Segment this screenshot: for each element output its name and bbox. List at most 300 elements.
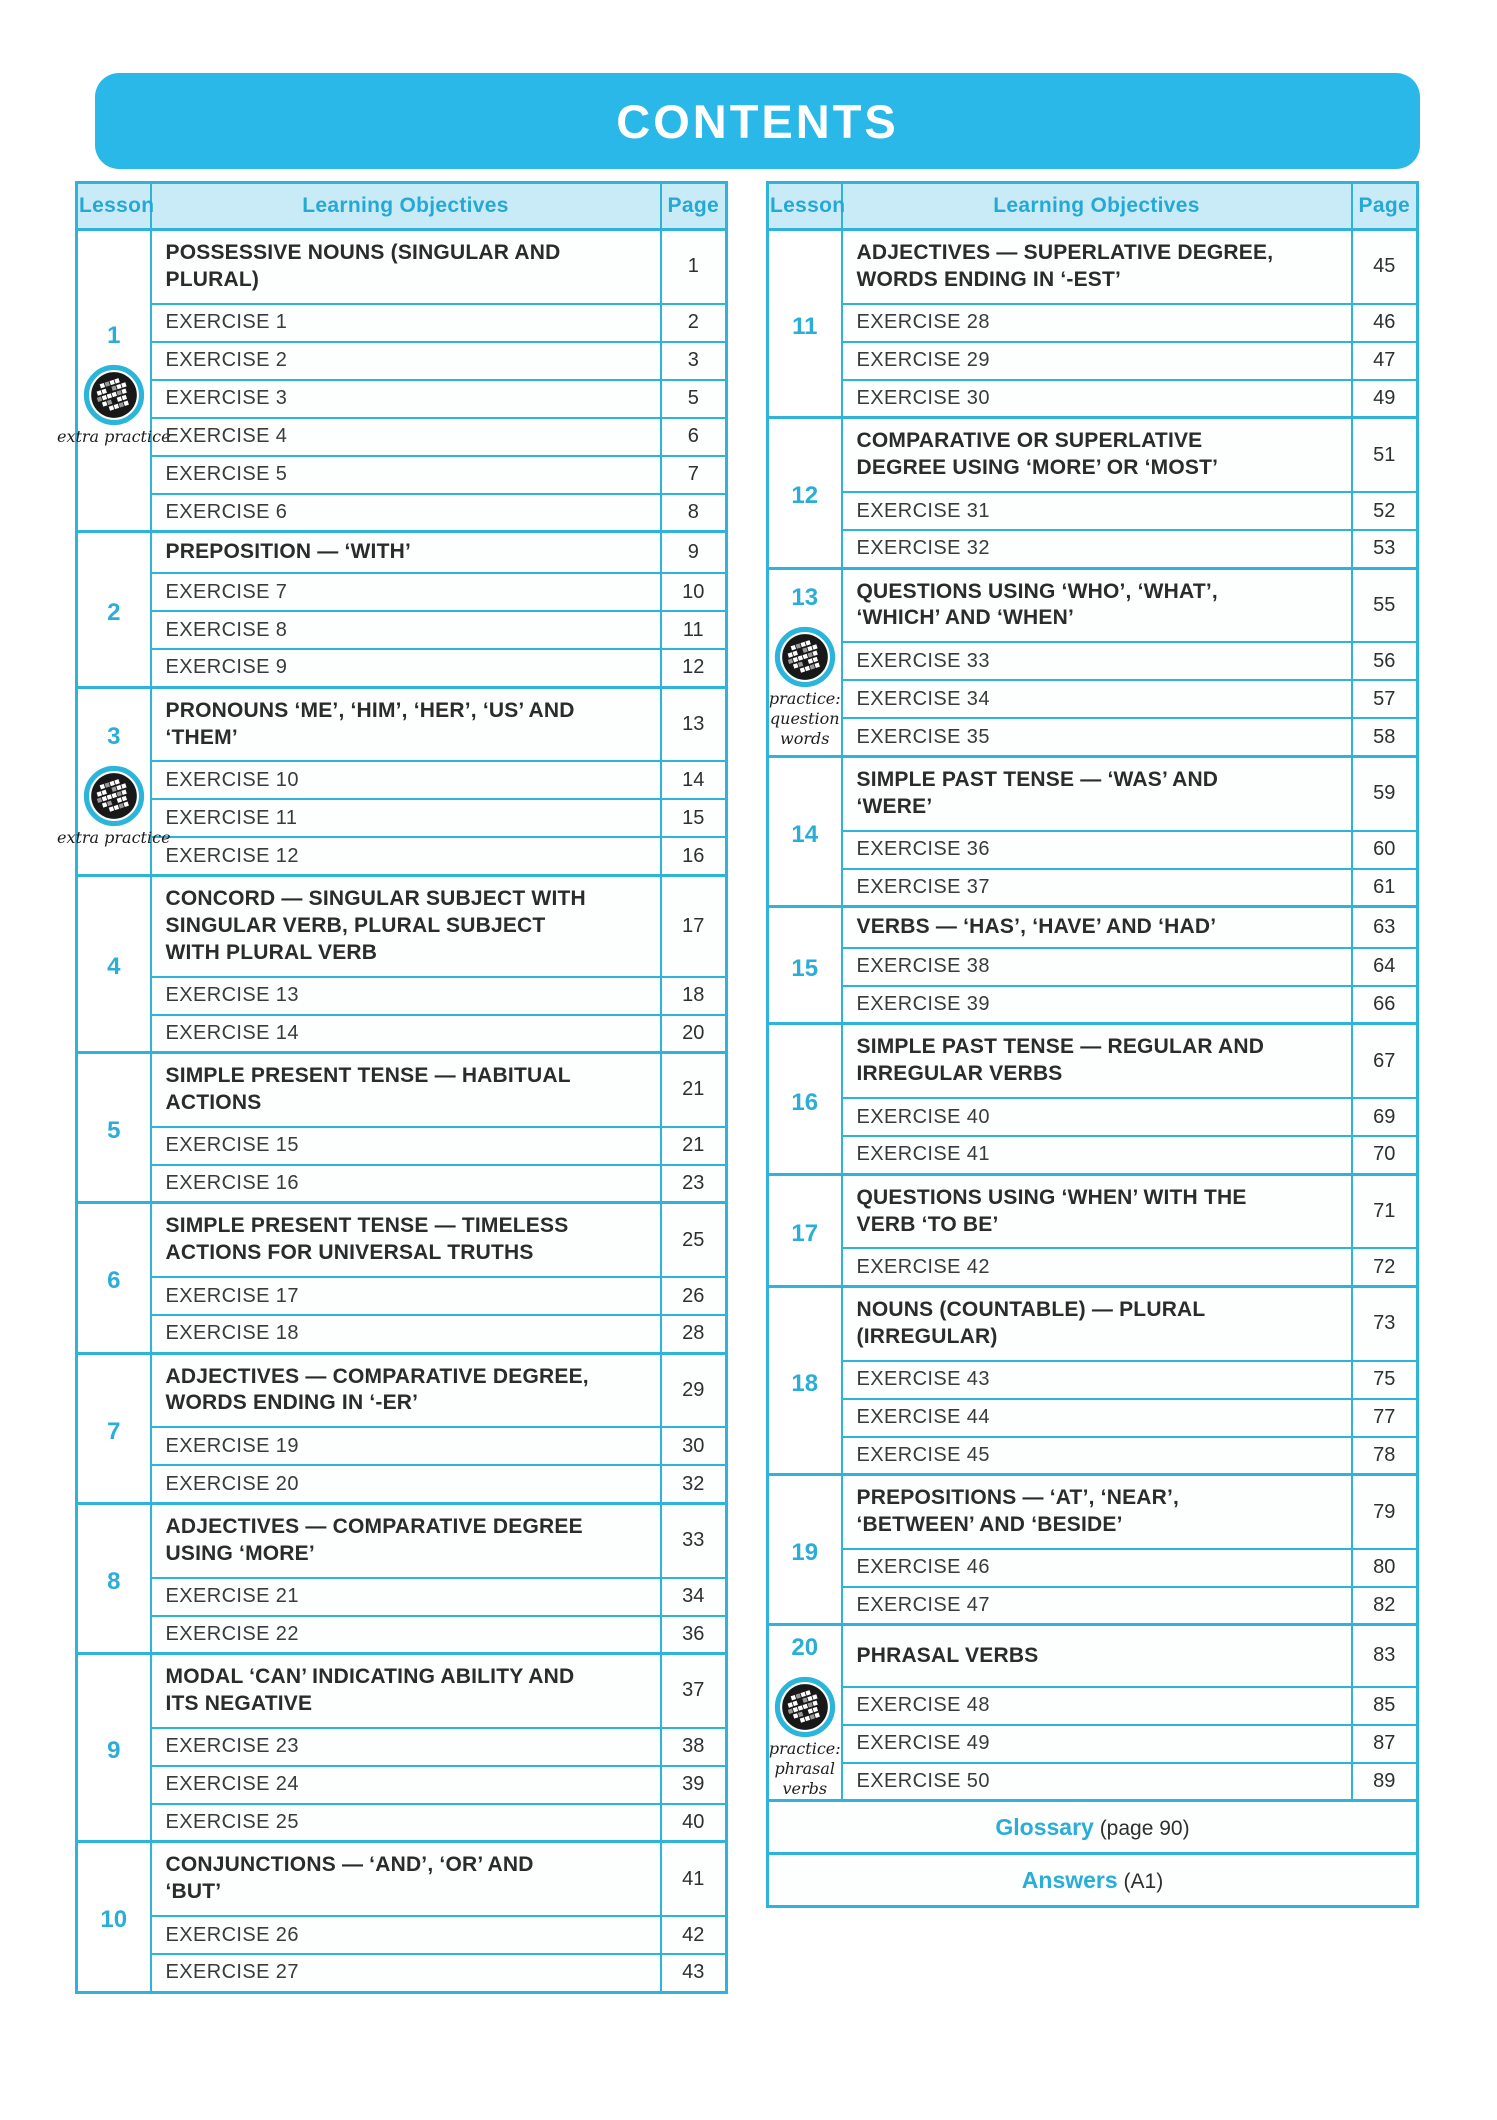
crossword-icon: [774, 626, 836, 688]
lesson-group: [77, 1654, 727, 1842]
exercise-label: EXERCISE 8: [151, 611, 661, 649]
lesson-cell: [768, 1475, 842, 1625]
exercise-label: EXERCISE 33: [842, 642, 1352, 680]
page-number: 60: [1352, 831, 1418, 869]
table-row: [768, 756, 1418, 830]
exercise-label: EXERCISE 46: [842, 1549, 1352, 1587]
page-number: 46: [1352, 304, 1418, 342]
answers-page: (A1): [1123, 1869, 1164, 1893]
exercise-label: EXERCISE 35: [842, 718, 1352, 756]
page-number: 56: [1352, 642, 1418, 680]
page-number: 59: [1352, 756, 1418, 830]
table-row: [768, 1248, 1418, 1286]
page-number: 10: [661, 573, 727, 611]
toc-columns: [56, 181, 1497, 1994]
page-number: 39: [661, 1766, 727, 1804]
table-row: [768, 230, 1418, 304]
table-row: [77, 1315, 727, 1353]
page-number: 77: [1352, 1399, 1418, 1437]
header-lesson: Lesson: [77, 183, 151, 230]
lesson-cell: [768, 907, 842, 1024]
exercise-label: EXERCISE 32: [842, 530, 1352, 568]
table-row: [77, 1203, 727, 1277]
badge-caption: question: [769, 708, 840, 728]
lesson-cell: [768, 1286, 842, 1474]
lesson-title: PREPOSITION — ‘WITH’: [151, 532, 661, 573]
exercise-label: EXERCISE 27: [151, 1954, 661, 1992]
table-row: [77, 1015, 727, 1053]
lesson-group: [56, 687, 727, 875]
lesson-title: ADJECTIVES — SUPERLATIVE DEGREE, WORDS ENDING IN ‘-EST’: [842, 230, 1352, 304]
page-number: 26: [661, 1277, 727, 1315]
page-number: 3: [661, 342, 727, 380]
page-number: 16: [661, 837, 727, 875]
exercise-label: EXERCISE 22: [151, 1616, 661, 1654]
badge-caption: practice:: [768, 688, 841, 708]
answers-entry: [768, 1854, 1418, 1907]
table-row: [77, 977, 727, 1015]
table-row: [768, 948, 1418, 986]
table-row: [77, 532, 727, 573]
table-row: [768, 1286, 1418, 1360]
table-row: [77, 687, 727, 761]
table-row: [77, 611, 727, 649]
table-row: [77, 1954, 727, 1992]
table-row: [77, 837, 727, 875]
page-number: 33: [661, 1503, 727, 1577]
lesson-title: MODAL ‘CAN’ INDICATING ABILITY AND ITS NEGATIVE: [151, 1654, 661, 1728]
table-header-row: [768, 183, 1418, 230]
page-number: 25: [661, 1203, 727, 1277]
lesson-group: [768, 230, 1418, 418]
table-row: [768, 418, 1418, 492]
exercise-label: EXERCISE 40: [842, 1098, 1352, 1136]
table-row: [77, 1804, 727, 1842]
exercise-label: EXERCISE 38: [842, 948, 1352, 986]
page-number: 78: [1352, 1437, 1418, 1475]
lesson-title: SIMPLE PRESENT TENSE — TIMELESS ACTIONS FOR UNIVERSAL TRUTHS: [151, 1203, 661, 1277]
page-number: 45: [1352, 230, 1418, 304]
page-number: 79: [1352, 1475, 1418, 1549]
exercise-label: EXERCISE 47: [842, 1587, 1352, 1625]
table-row: [77, 1465, 727, 1503]
page-number: 11: [661, 611, 727, 649]
exercise-label: EXERCISE 13: [151, 977, 661, 1015]
table-row: [77, 1053, 727, 1127]
header-page: Page: [661, 183, 727, 230]
lesson-cell: [56, 230, 171, 532]
exercise-label: EXERCISE 37: [842, 869, 1352, 907]
page-number: 15: [661, 799, 727, 837]
table-row: [77, 1127, 727, 1165]
lesson-title: SIMPLE PAST TENSE — ‘WAS’ AND ‘WERE’: [842, 756, 1352, 830]
lesson-number: 9: [107, 1737, 121, 1765]
table-row: [77, 456, 727, 494]
lesson-group: [768, 1475, 1418, 1625]
lesson-cell: [56, 687, 171, 875]
lesson-number: 4: [107, 953, 121, 981]
exercise-label: EXERCISE 24: [151, 1766, 661, 1804]
exercise-label: EXERCISE 43: [842, 1361, 1352, 1399]
table-row: [768, 342, 1418, 380]
table-row: [77, 1842, 727, 1916]
lesson-number: 17: [791, 1219, 819, 1247]
glossary-entry: [768, 1801, 1418, 1854]
page-number: 67: [1352, 1024, 1418, 1098]
page-number: 2: [661, 304, 727, 342]
page-number: 83: [1352, 1625, 1418, 1687]
table-row: [77, 761, 727, 799]
crossword-icon: [83, 765, 145, 827]
page-number: 87: [1352, 1725, 1418, 1763]
table-row: [768, 986, 1418, 1024]
exercise-label: EXERCISE 15: [151, 1127, 661, 1165]
table-row: [768, 1763, 1418, 1801]
page-number: 55: [1352, 568, 1418, 642]
exercise-label: EXERCISE 21: [151, 1578, 661, 1616]
lesson-group: [77, 1353, 727, 1503]
lesson-number: 14: [791, 820, 819, 848]
lesson-title: CONJUNCTIONS — ‘AND’, ‘OR’ AND ‘BUT’: [151, 1842, 661, 1916]
lesson-number: 19: [791, 1539, 819, 1567]
badge-caption: phrasal: [774, 1759, 836, 1779]
page-number: 30: [661, 1427, 727, 1465]
table-row: [77, 1503, 727, 1577]
exercise-label: EXERCISE 14: [151, 1015, 661, 1053]
exercise-label: EXERCISE 6: [151, 494, 661, 532]
exercise-label: EXERCISE 12: [151, 837, 661, 875]
crossword-icon: [774, 1676, 836, 1738]
exercise-label: EXERCISE 23: [151, 1728, 661, 1766]
badge-caption: extra practice: [56, 427, 171, 447]
lesson-title: SIMPLE PRESENT TENSE — HABITUAL ACTIONS: [151, 1053, 661, 1127]
page-number: 43: [661, 1954, 727, 1992]
table-row: [768, 1399, 1418, 1437]
page-number: 89: [1352, 1763, 1418, 1801]
page-number: 32: [661, 1465, 727, 1503]
table-row: [768, 1687, 1418, 1725]
lesson-cell: [768, 1625, 842, 1801]
table-row: [768, 1549, 1418, 1587]
exercise-label: EXERCISE 50: [842, 1763, 1352, 1801]
table-row: [77, 380, 727, 418]
page-number: 21: [661, 1053, 727, 1127]
table-row: [768, 1854, 1418, 1907]
exercise-label: EXERCISE 31: [842, 492, 1352, 530]
page-number: 20: [661, 1015, 727, 1053]
page-number: 51: [1352, 418, 1418, 492]
header-objectives: Learning Objectives: [151, 183, 661, 230]
table-row: [768, 568, 1418, 642]
page-number: 36: [661, 1616, 727, 1654]
page-number: 58: [1352, 718, 1418, 756]
table-row: [768, 718, 1418, 756]
table-row: [77, 1165, 727, 1203]
page-number: 63: [1352, 907, 1418, 948]
lesson-group: [768, 1625, 1418, 1801]
page-number: 70: [1352, 1136, 1418, 1174]
lesson-group: [77, 1842, 727, 1992]
lesson-title: POSSESSIVE NOUNS (SINGULAR AND PLURAL): [151, 230, 661, 304]
table-row: [77, 342, 727, 380]
lesson-number: 2: [107, 598, 121, 626]
table-row: [768, 1361, 1418, 1399]
glossary-label: Glossary: [995, 1813, 1094, 1840]
page-number: 47: [1352, 342, 1418, 380]
answers-label: Answers: [1021, 1866, 1118, 1893]
table-row: [77, 1578, 727, 1616]
page-number: 42: [661, 1916, 727, 1954]
page-number: 9: [661, 532, 727, 573]
exercise-label: EXERCISE 28: [842, 304, 1352, 342]
page-number: 61: [1352, 869, 1418, 907]
page-number: 71: [1352, 1174, 1418, 1248]
lesson-group: [77, 532, 727, 687]
lesson-title: PRONOUNS ‘ME’, ‘HIM’, ‘HER’, ‘US’ AND ‘THEM’: [151, 687, 661, 761]
table-row: [77, 418, 727, 456]
lesson-cell: [768, 756, 842, 906]
table-row: [768, 1801, 1418, 1854]
lesson-title: VERBS — ‘HAS’, ‘HAVE’ AND ‘HAD’: [842, 907, 1352, 948]
table-row: [77, 494, 727, 532]
header-objectives: Learning Objectives: [842, 183, 1352, 230]
table-row: [77, 1654, 727, 1728]
exercise-label: EXERCISE 1: [151, 304, 661, 342]
page-number: 85: [1352, 1687, 1418, 1725]
page-number: 21: [661, 1127, 727, 1165]
table-row: [77, 1427, 727, 1465]
contents-banner: [95, 73, 1420, 169]
badge-caption: words: [780, 728, 830, 748]
lesson-number: 16: [791, 1088, 819, 1116]
glossary-row-group: [768, 1801, 1418, 1854]
lesson-title: SIMPLE PAST TENSE — REGULAR AND IRREGULAR VERBS: [842, 1024, 1352, 1098]
exercise-label: EXERCISE 19: [151, 1427, 661, 1465]
page-number: 23: [661, 1165, 727, 1203]
lesson-title: QUESTIONS USING ‘WHEN’ WITH THE VERB ‘TO BE’: [842, 1174, 1352, 1248]
lesson-title: NOUNS (COUNTABLE) — PLURAL (IRREGULAR): [842, 1286, 1352, 1360]
table-row: [768, 680, 1418, 718]
lesson-cell: [768, 1174, 842, 1286]
lesson-group: [56, 230, 727, 532]
table-row: [768, 380, 1418, 418]
answers-row-group: [768, 1854, 1418, 1907]
exercise-label: EXERCISE 4: [151, 418, 661, 456]
table-row: [768, 1024, 1418, 1098]
page-number: 34: [661, 1578, 727, 1616]
exercise-label: EXERCISE 20: [151, 1465, 661, 1503]
lesson-title: PREPOSITIONS — ‘AT’, ‘NEAR’, ‘BETWEEN’ AND ‘BESIDE’: [842, 1475, 1352, 1549]
lesson-title: ADJECTIVES — COMPARATIVE DEGREE USING ‘MORE’: [151, 1503, 661, 1577]
page-number: 1: [661, 230, 727, 304]
table-row: [77, 1916, 727, 1954]
page-number: 13: [661, 687, 727, 761]
lesson-group: [77, 1053, 727, 1203]
exercise-label: EXERCISE 9: [151, 649, 661, 687]
table-row: [768, 304, 1418, 342]
lesson-title: COMPARATIVE OR SUPERLATIVE DEGREE USING ‘MORE’ OR ‘MOST’: [842, 418, 1352, 492]
page-number: 8: [661, 494, 727, 532]
lesson-number: 6: [107, 1267, 121, 1295]
page-number: 29: [661, 1353, 727, 1427]
table-row: [77, 875, 727, 976]
exercise-label: EXERCISE 11: [151, 799, 661, 837]
page-number: 64: [1352, 948, 1418, 986]
lesson-cell: [768, 568, 842, 756]
table-row: [77, 304, 727, 342]
table-row: [768, 1136, 1418, 1174]
lesson-cell: [77, 875, 151, 1052]
lesson-cell: [77, 1203, 151, 1353]
header-page: Page: [1352, 183, 1418, 230]
table-row: [768, 1725, 1418, 1763]
table-row: [768, 1174, 1418, 1248]
lesson-title: ADJECTIVES — COMPARATIVE DEGREE, WORDS ENDING IN ‘-ER’: [151, 1353, 661, 1427]
badge-caption: verbs: [782, 1779, 828, 1799]
page-number: 53: [1352, 530, 1418, 568]
exercise-label: EXERCISE 30: [842, 380, 1352, 418]
crossword-icon: [83, 364, 145, 426]
exercise-label: EXERCISE 42: [842, 1248, 1352, 1286]
lesson-cell: [77, 1053, 151, 1203]
lesson-group: [77, 1503, 727, 1653]
lesson-number: 20: [791, 1634, 819, 1662]
table-row: [768, 1437, 1418, 1475]
exercise-label: EXERCISE 7: [151, 573, 661, 611]
lesson-cell: [77, 1842, 151, 1992]
exercise-label: EXERCISE 45: [842, 1437, 1352, 1475]
table-row: [768, 492, 1418, 530]
lesson-cell: [768, 418, 842, 568]
page-number: 49: [1352, 380, 1418, 418]
lesson-group: [768, 907, 1418, 1024]
exercise-label: EXERCISE 49: [842, 1725, 1352, 1763]
table-row: [768, 530, 1418, 568]
table-row: [77, 649, 727, 687]
table-row: [77, 1728, 727, 1766]
lesson-number: 13: [791, 583, 819, 611]
lesson-group: [768, 756, 1418, 906]
lesson-group: [768, 568, 1418, 756]
page-number: 28: [661, 1315, 727, 1353]
lesson-group: [77, 875, 727, 1052]
table-row: [768, 642, 1418, 680]
lesson-cell: [768, 230, 842, 418]
exercise-label: EXERCISE 26: [151, 1916, 661, 1954]
exercise-label: EXERCISE 48: [842, 1687, 1352, 1725]
page-number: 7: [661, 456, 727, 494]
exercise-label: EXERCISE 25: [151, 1804, 661, 1842]
table-row: [768, 1098, 1418, 1136]
lesson-title: CONCORD — SINGULAR SUBJECT WITH SINGULAR VERB, PLURAL SUBJECT WITH PLURAL VERB: [151, 875, 661, 976]
lesson-number: 5: [107, 1117, 121, 1145]
exercise-label: EXERCISE 3: [151, 380, 661, 418]
page-number: 37: [661, 1654, 727, 1728]
table-row: [768, 1625, 1418, 1687]
page-number: 82: [1352, 1587, 1418, 1625]
lesson-cell: [77, 1353, 151, 1503]
table-row: [77, 230, 727, 304]
page-number: 5: [661, 380, 727, 418]
lesson-title: PHRASAL VERBS: [842, 1625, 1352, 1687]
table-row: [77, 573, 727, 611]
lesson-cell: [77, 532, 151, 687]
exercise-label: EXERCISE 34: [842, 680, 1352, 718]
lesson-number: 1: [107, 322, 121, 350]
lesson-group: [768, 418, 1418, 568]
page-number: 38: [661, 1728, 727, 1766]
page-number: 57: [1352, 680, 1418, 718]
page-number: 14: [661, 761, 727, 799]
exercise-label: EXERCISE 44: [842, 1399, 1352, 1437]
lesson-cell: [77, 1654, 151, 1842]
lesson-group: [768, 1024, 1418, 1174]
table-row: [77, 1353, 727, 1427]
exercise-label: EXERCISE 29: [842, 342, 1352, 380]
page-number: 66: [1352, 986, 1418, 1024]
page-title: CONTENTS: [616, 94, 899, 148]
exercise-label: EXERCISE 36: [842, 831, 1352, 869]
table-row: [77, 1766, 727, 1804]
table-row: [77, 1616, 727, 1654]
table-row: [768, 831, 1418, 869]
exercise-label: EXERCISE 18: [151, 1315, 661, 1353]
table-row: [768, 1475, 1418, 1549]
lesson-group: [768, 1174, 1418, 1286]
lesson-cell: [768, 1024, 842, 1174]
lesson-group: [77, 1203, 727, 1353]
lesson-number: 7: [107, 1417, 121, 1445]
page-number: 18: [661, 977, 727, 1015]
exercise-label: EXERCISE 16: [151, 1165, 661, 1203]
page-number: 73: [1352, 1286, 1418, 1360]
table-header-row: [77, 183, 727, 230]
lesson-group: [768, 1286, 1418, 1474]
lesson-title: QUESTIONS USING ‘WHO’, ‘WHAT’, ‘WHICH’ AND ‘WHEN’: [842, 568, 1352, 642]
page-number: 52: [1352, 492, 1418, 530]
page-number: 41: [661, 1842, 727, 1916]
badge-caption: extra practice: [56, 827, 171, 847]
glossary-page: (page 90): [1099, 1816, 1190, 1840]
page-number: 80: [1352, 1549, 1418, 1587]
table-row: [768, 1587, 1418, 1625]
table-row: [77, 799, 727, 837]
lesson-number: 3: [107, 722, 121, 750]
lesson-cell: [77, 1503, 151, 1653]
table-row: [768, 869, 1418, 907]
exercise-label: EXERCISE 41: [842, 1136, 1352, 1174]
page-number: 17: [661, 875, 727, 976]
lesson-number: 18: [791, 1370, 819, 1397]
lesson-number: 8: [107, 1567, 121, 1595]
page-number: 40: [661, 1804, 727, 1842]
exercise-label: EXERCISE 5: [151, 456, 661, 494]
table-row: [768, 907, 1418, 948]
exercise-label: EXERCISE 10: [151, 761, 661, 799]
page-number: 12: [661, 649, 727, 687]
lesson-number: 11: [792, 313, 818, 341]
exercise-label: EXERCISE 17: [151, 1277, 661, 1315]
toc-table-left: [56, 181, 728, 1994]
lesson-number: 12: [791, 482, 819, 510]
toc-table-right: [766, 181, 1419, 1908]
lesson-number: 15: [791, 954, 819, 982]
page-number: 69: [1352, 1098, 1418, 1136]
badge-caption: practice:: [768, 1739, 841, 1759]
page-number: 72: [1352, 1248, 1418, 1286]
exercise-label: EXERCISE 39: [842, 986, 1352, 1024]
page-number: 75: [1352, 1361, 1418, 1399]
